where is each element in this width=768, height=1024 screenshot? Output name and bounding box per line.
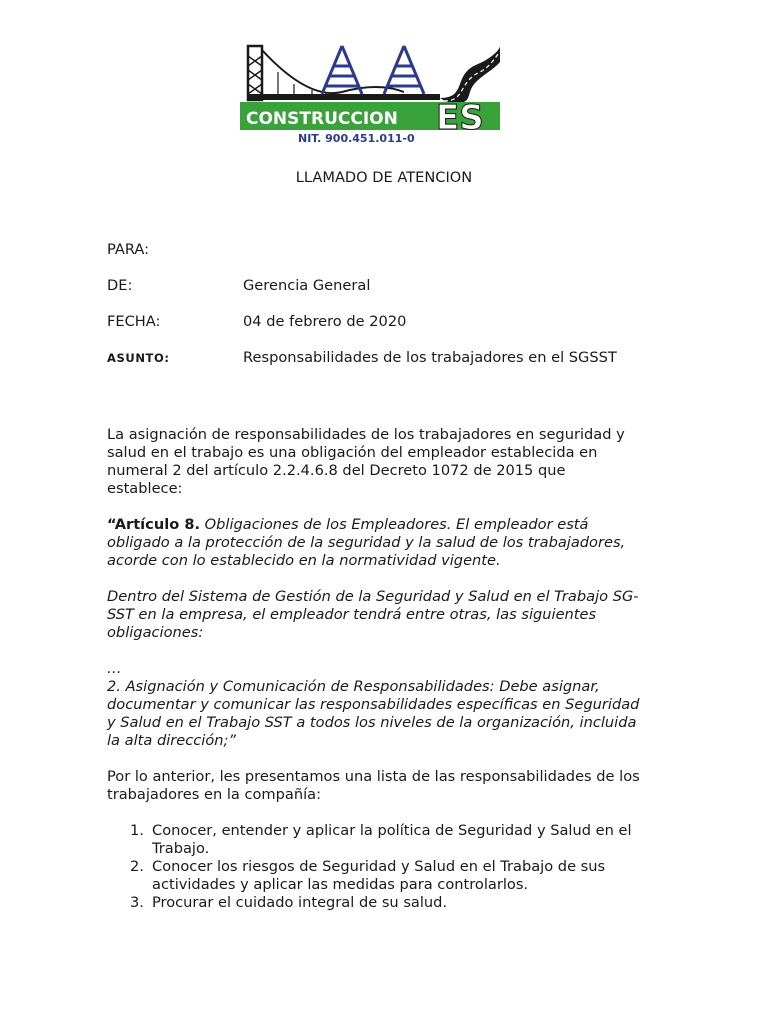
meta-row-para [107,241,667,259]
list-item: 1. Conocer, entender y aplicar la política de Seguridad y Salud en el Trabajo. [130,822,632,857]
quote-paragraph-2: Dentro del Sistema de Gestión de la Seguridad y Salud en el Trabajo SG- SST en la empresa, el empleador tendrá entre otras, las siguientes obligaciones: [107,588,639,641]
memo-header [107,241,667,385]
list-intro-paragraph: Por lo anterior, les presentamos una lista de las responsabilidades de los trabajadores en la compañía: [107,768,640,803]
document-body [107,426,667,912]
intro-paragraph: La asignación de responsabilidades de los trabajadores en seguridad y salud en el trabajo es una obligación del empleador establecida en numeral 2 del artículo 2.2.4.6.8 del Decreto 1072 de 2015 que establece: [107,426,625,497]
quote-paragraph-3: … 2. Asignación y Comunicación de Responsabilidades: Debe asignar, documentar y comunicar las responsabilidades específicas en Seguridad y Salud en el Trabajo SST a todos los niveles de la organización, incluida la alta dirección;” [107,660,640,749]
road-icon [440,46,500,104]
fecha-label: FECHA: [107,313,161,330]
meta-row-fecha [107,313,667,331]
meta-row-asunto [107,349,667,367]
document-title: LLAMADO DE ATENCION [295,169,473,186]
de-label: DE: [107,277,133,294]
asunto-label: ASUNTO: [107,351,170,365]
brand-suffix: ES [436,98,484,138]
para-value [243,241,667,259]
list-item: 2. Conocer los riesgos de Seguridad y Salud en el Trabajo de sus actividades y aplicar las medidas para controlarlos. [130,858,606,893]
company-nit: NIT. 900.451.011-0 [298,132,415,145]
para-label: PARA: [107,241,150,258]
quote-paragraph-1: “Artículo 8. Obligaciones de los Empleadores. El empleador está obligado a la protección de la seguridad y la salud de los trabajadores, acorde con lo establecido en la normatividad vigente. [107,516,626,569]
fecha-value: 04 de febrero de 2020 [243,313,407,330]
company-logo [238,42,502,146]
a-tower-icon [322,46,362,94]
responsibilities-list [107,822,667,912]
asunto-value: Responsabilidades de los trabajadores en el SGSST [243,349,617,366]
meta-row-de [107,277,667,295]
article-heading: “Artículo 8. [107,516,201,533]
de-value: Gerencia General [243,277,371,294]
brand-text: CONSTRUCCION [246,109,398,129]
logo-graphic [238,42,502,146]
list-item: 3. Procurar el cuidado integral de su salud. [130,894,448,911]
